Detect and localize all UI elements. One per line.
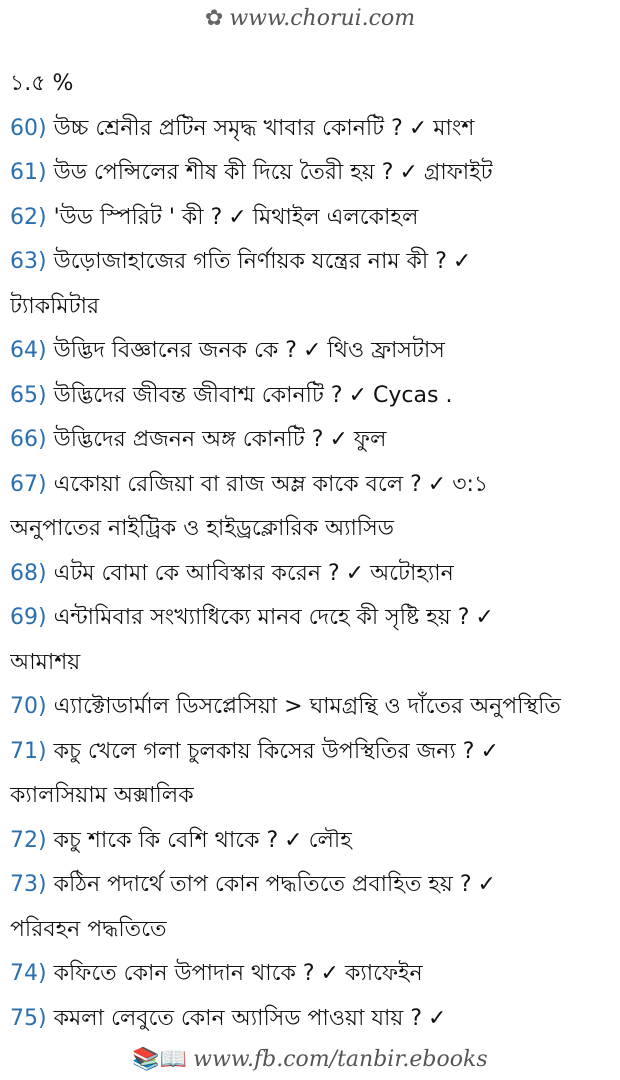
site-footer xyxy=(0,1047,620,1072)
qa-list xyxy=(10,62,614,1041)
check-mark-icon: ✓ xyxy=(284,827,303,853)
question-item xyxy=(10,418,614,463)
question-number: 64) xyxy=(10,338,47,363)
check-mark-icon: ✓ xyxy=(302,338,322,363)
check-mark-icon: ✓ xyxy=(320,961,339,986)
question-item xyxy=(10,196,614,241)
check-mark-icon: ✓ xyxy=(427,471,447,497)
question-number: 74) xyxy=(10,961,47,986)
question-text: উড়োজাহাজের গতি নির্ণায়ক যন্ত্রের নাম কী ? xyxy=(53,249,447,274)
answer-text: গ্রাফাইট xyxy=(423,160,493,185)
question-number: 62) xyxy=(10,204,47,230)
continuation-line: ট্যাকমিটার xyxy=(10,293,100,319)
answer-text: ফুল xyxy=(353,427,387,452)
question-item xyxy=(10,685,614,730)
question-item xyxy=(10,240,614,285)
check-mark-icon: ✓ xyxy=(475,605,494,630)
question-text: উদ্ভিদ বিজ্ঞানের জনক কে ? xyxy=(53,338,297,363)
check-mark-icon: ✓ xyxy=(345,560,365,586)
question-item xyxy=(10,819,614,864)
books-icon: 📚📖 xyxy=(132,1047,188,1072)
question-item xyxy=(10,863,614,908)
question-number: 60) xyxy=(10,115,47,141)
check-mark-icon: ✓ xyxy=(329,427,348,452)
check-mark-icon: ✓ xyxy=(399,160,418,185)
question-item xyxy=(10,596,614,641)
question-number: 65) xyxy=(10,382,47,408)
question-text: এ্যাক্টোডার্মাল ডিসপ্লেসিয়া > ঘামগ্রন্থি ও দাঁতের অনুপস্থিতি xyxy=(53,694,561,719)
check-mark-icon: ✓ xyxy=(452,249,472,274)
answer-text: মাংশ xyxy=(433,115,475,141)
question-text: কমলা লেবুতে কোন অ্যাসিড পাওয়া যায় ? xyxy=(53,1005,423,1031)
site-url: www.chorui.com xyxy=(229,6,416,31)
footer-url: www.fb.com/tanbir.ebooks xyxy=(193,1047,488,1072)
answer-text: অটোহ্যান xyxy=(370,560,454,586)
question-text: কঠিন পদার্থে তাপ কোন পদ্ধতিতে প্রবাহিত হয় ? xyxy=(53,872,472,897)
question-number: 71) xyxy=(10,738,47,764)
question-item xyxy=(10,730,614,775)
question-text: কচু শাকে কি বেশি থাকে ? xyxy=(53,827,279,853)
continuation-line: ১.৫ % xyxy=(10,71,74,96)
answer-text: Cycas . xyxy=(373,382,453,408)
continuation-line: অনুপাতের নাইট্রিক ও হাইড্রক্লোরিক অ্যাসিড xyxy=(10,516,394,541)
check-mark-icon: ✓ xyxy=(428,1005,447,1031)
question-number: 69) xyxy=(10,605,47,630)
question-item xyxy=(10,463,614,508)
check-mark-icon: ✓ xyxy=(477,872,496,897)
continuation-line: ক্যালসিয়াম অক্সালিক xyxy=(10,783,194,808)
question-text: উদ্ভিদের জীবন্ত জীবাশ্ম কোনটি ? xyxy=(53,382,343,408)
check-mark-icon: ✓ xyxy=(348,382,368,408)
question-item xyxy=(10,997,614,1042)
question-text: এটম বোমা কে আবিস্কার করেন ? xyxy=(53,560,340,586)
question-number: 66) xyxy=(10,427,47,452)
answer-text: ক্যাফেইন xyxy=(344,961,423,986)
question-text: উদ্ভিদের প্রজনন অঙ্গ কোনটি ? xyxy=(53,427,324,452)
answer-text: মিথাইল এলকোহল xyxy=(252,204,419,230)
question-text: উড পেন্সিলের শীষ কী দিয়ে তৈরী হয় ? xyxy=(53,160,394,185)
question-item xyxy=(10,329,614,374)
check-mark-icon: ✓ xyxy=(480,738,499,764)
question-text: 'উড স্পিরিট ' কী ? xyxy=(53,204,223,230)
answer-text: ৩:১ xyxy=(452,471,489,497)
question-number: 73) xyxy=(10,872,47,897)
question-item xyxy=(10,374,614,419)
question-text: কচু খেলে গলা চুলকায় কিসের উপস্থিতির জন্য ? xyxy=(53,738,475,764)
question-text: কফিতে কোন উপাদান থাকে ? xyxy=(53,961,315,986)
question-number: 61) xyxy=(10,160,47,185)
butterfly-logo-icon: ✿ xyxy=(204,6,224,31)
question-item xyxy=(10,952,614,997)
check-mark-icon: ✓ xyxy=(408,115,428,141)
question-number: 68) xyxy=(10,560,47,586)
continuation-line: পরিবহন পদ্ধতিতে xyxy=(10,916,167,942)
question-text: একোয়া রেজিয়া বা রাজ অম্ল কাকে বলে ? xyxy=(53,471,422,497)
question-number: 72) xyxy=(10,827,47,853)
question-item xyxy=(10,552,614,597)
question-item xyxy=(10,151,614,196)
answer-text: লৌহ xyxy=(308,827,352,853)
answer-text: থিও ফ্রাসটাস xyxy=(327,338,445,363)
question-number: 70) xyxy=(10,694,47,719)
question-number: 75) xyxy=(10,1005,47,1031)
check-mark-icon: ✓ xyxy=(228,204,247,230)
question-text: উচ্চ শ্রেনীর প্রটিন সমৃদ্ধ খাবার কোনটি ? xyxy=(53,115,403,141)
question-number: 63) xyxy=(10,249,47,274)
question-text: এন্টামিবার সংখ্যাধিক্যে মানব দেহে কী সৃষ্টি হয় ? xyxy=(53,605,470,630)
question-item xyxy=(10,107,614,152)
site-header xyxy=(0,6,620,31)
question-number: 67) xyxy=(10,471,47,497)
continuation-line: আমাশয় xyxy=(10,649,81,675)
